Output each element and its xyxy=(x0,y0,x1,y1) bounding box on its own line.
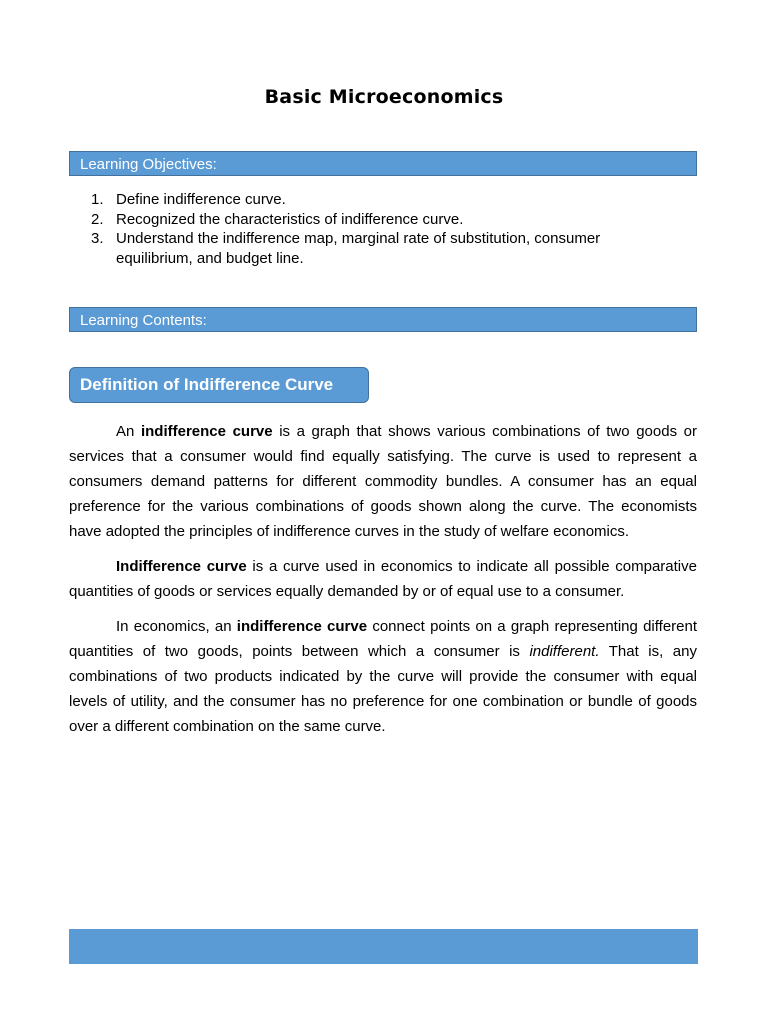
list-item xyxy=(89,229,649,268)
definition-heading: Definition of Indifference Curve xyxy=(69,367,369,403)
paragraph-text: connect points on a graph representing different quantities of two goods, points between which a consumer is xyxy=(69,618,698,660)
objectives-list xyxy=(89,190,649,268)
paragraph-text: is a curve used in economics to indicate all possible comparative quantities of goods or services equally demanded by or of equal use to a consumer. xyxy=(69,558,697,600)
italic-term: indifferent. xyxy=(529,643,600,660)
list-item-text: Define indifference curve. xyxy=(116,191,286,208)
list-item xyxy=(89,190,649,210)
list-number: 1. xyxy=(91,191,104,208)
list-number: 2. xyxy=(91,210,104,228)
paragraph-text: is a graph that shows various combinations of two goods or services that a consumer would find equally satisfying. The curve is used to represent a consumers demand patterns for different commodity bundles. A consumer has an equal preference for the various combinations of goods shown along the curve. The economists have adopted the principles of indifference curves in the study of welfare economics. xyxy=(69,423,697,540)
paragraph-text: In economics, an xyxy=(116,618,237,635)
paragraph-text: An xyxy=(116,423,141,440)
page-title: Basic Microeconomics xyxy=(264,86,504,108)
footer-bar xyxy=(69,929,698,964)
paragraph-text: That is, any combinations of two products indicated by the curve will provide the consumer with equal levels of utility, and the consumer has no preference for one combination or bundle of goods over a different combination on the same curve. xyxy=(69,643,697,735)
list-number: 3. xyxy=(91,230,104,247)
paragraph-definition-1 xyxy=(69,419,697,544)
list-item-text: Understand the indifference map, marginal rate of substitution, consumer equilibrium, and budget line. xyxy=(116,230,601,267)
bold-term: indifference curve xyxy=(236,618,368,635)
learning-contents-header: Learning Contents: xyxy=(69,307,697,332)
bold-term: Indifference curve xyxy=(116,558,247,575)
list-item-text: Recognized the characteristics of indifference curve. xyxy=(116,210,464,228)
paragraph-definition-3 xyxy=(69,614,697,739)
bold-term: indifference curve xyxy=(140,423,273,440)
learning-objectives-header: Learning Objectives: xyxy=(69,151,697,176)
paragraph-definition-2 xyxy=(69,554,697,604)
list-item xyxy=(89,210,649,230)
